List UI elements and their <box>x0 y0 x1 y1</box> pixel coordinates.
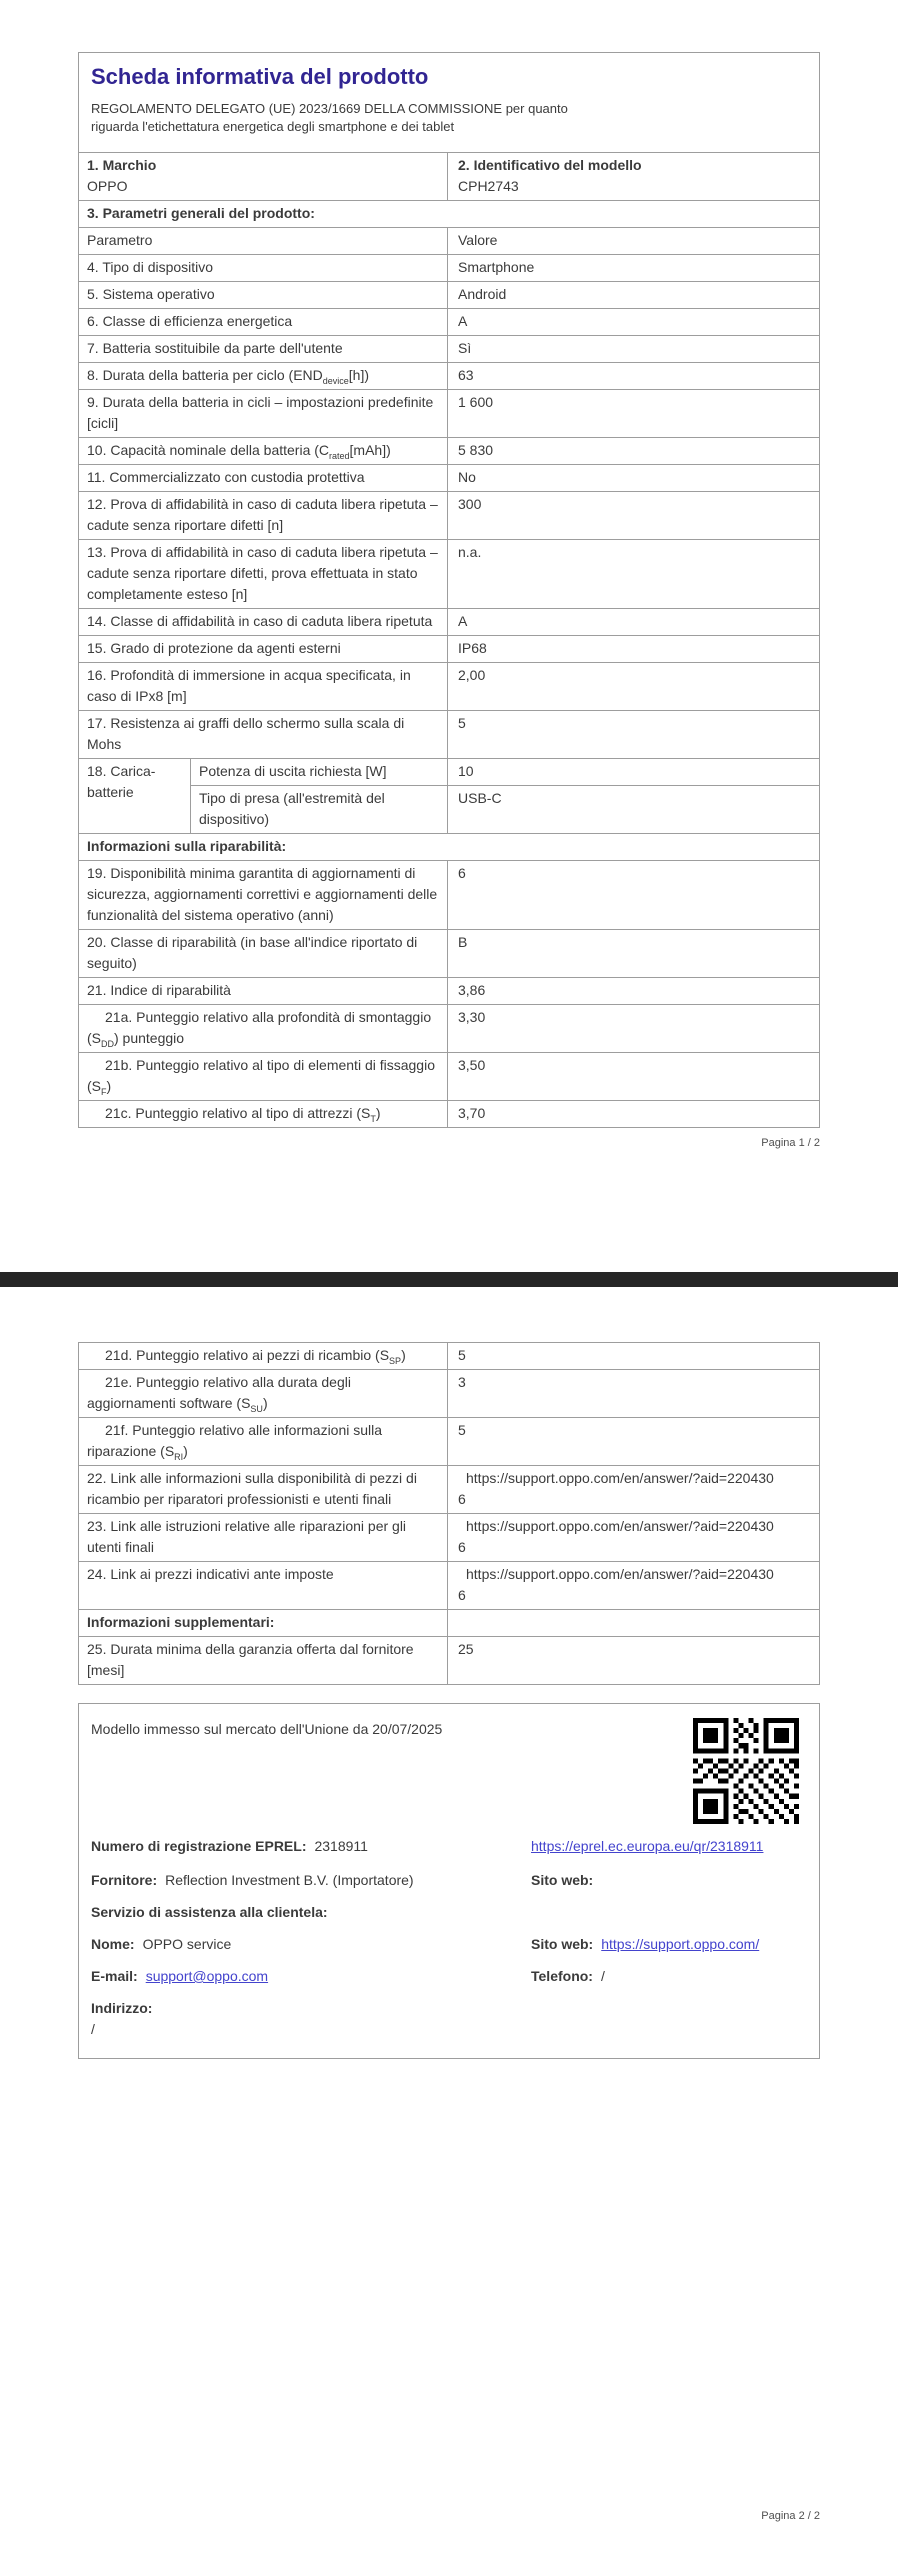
eprel-cell <box>91 1836 531 1857</box>
supplier-info-box <box>78 1703 820 2059</box>
website2-cell <box>531 1934 805 1955</box>
charger-label: 18. Carica-batterie <box>79 759 191 834</box>
param-value: 6 <box>448 861 820 930</box>
table-row <box>79 540 820 609</box>
table-row <box>79 861 820 930</box>
param-value: Smartphone <box>448 255 820 282</box>
param-label: 21b. Punteggio relativo al tipo di elementi di fissaggio $(S_F)$ <box>79 1053 448 1101</box>
param-value: 63 <box>448 363 820 390</box>
qr-code-icon <box>693 1718 799 1824</box>
service-header: Servizio di assistenza alla clientela: <box>91 1904 328 1920</box>
param-label: 16. Profondità di immersione in acqua specificata, in caso di IPx8 [m] <box>79 663 448 711</box>
market-date-text: Modello immesso sul mercato dell'Unione da 20/07/2025 <box>91 1721 443 1737</box>
table-row <box>79 636 820 663</box>
param-value: B <box>448 930 820 978</box>
eprel-link-cell <box>531 1836 805 1857</box>
table-row <box>79 309 820 336</box>
email-cell <box>91 1966 531 1987</box>
phone-label: Telefono: <box>531 1968 593 1984</box>
param-label: 21e. Punteggio relativo alla durata degli aggiornamenti software $(S_{SU})$ <box>79 1370 448 1418</box>
param-value: 5 <box>448 711 820 759</box>
param-label: Tipo di presa (all'estremità del dispositivo) <box>191 786 448 834</box>
param-label: 6. Classe di efficienza energetica <box>79 309 448 336</box>
table-row <box>79 1005 820 1053</box>
email-label: E-mail: <box>91 1968 138 1984</box>
table-row <box>79 930 820 978</box>
param-value: IP68 <box>448 636 820 663</box>
param-label: 12. Prova di affidabilità in caso di caduta libera ripetuta – cadute senza riportare difetti [n] <box>79 492 448 540</box>
table-row <box>79 1343 820 1370</box>
param-value: A <box>448 609 820 636</box>
address-value: / <box>91 2021 95 2037</box>
param-label: 10. Capacità nominale della batteria $(C_{rated}[mAh])$ <box>79 438 448 465</box>
table-row <box>79 1101 820 1128</box>
param-value: 300 <box>448 492 820 540</box>
table-row <box>79 609 820 636</box>
param-value: 25 <box>448 1637 820 1685</box>
param-value: 5 <box>448 1418 820 1466</box>
param-value: No <box>448 465 820 492</box>
param-label: 21d. Punteggio relativo ai pezzi di ricambio $(S_{SP})$ <box>79 1343 448 1370</box>
table-row <box>79 336 820 363</box>
param-value: 10 <box>448 759 820 786</box>
section-supplementary-header: Informazioni supplementari: <box>79 1610 448 1637</box>
table-row <box>79 1637 820 1685</box>
table-row <box>79 363 820 390</box>
title-box <box>78 52 820 153</box>
column-header-row <box>79 228 820 255</box>
table-row <box>79 438 820 465</box>
table-row <box>79 1562 820 1610</box>
param-label: 17. Resistenza ai graffi dello schermo sulla scala di Mohs <box>79 711 448 759</box>
section-row <box>79 201 820 228</box>
brand-value: OPPO <box>87 178 128 194</box>
table-row <box>79 663 820 711</box>
param-value: 5 <box>448 1343 820 1370</box>
support-website-link[interactable]: https://support.oppo.com/ <box>601 1936 760 1952</box>
name-label: Nome: <box>91 1936 135 1952</box>
regulation-text: REGOLAMENTO DELEGATO (UE) 2023/1669 DELLA COMMISSIONE per quanto riguarda l'etichettatura energetica degli smartphone e dei tablet <box>91 101 568 134</box>
param-label: 21f. Punteggio relativo alle informazioni sulla riparazione $(S_{RI})$ <box>79 1418 448 1466</box>
name-value: OPPO service <box>142 1936 232 1952</box>
param-label: 5. Sistema operativo <box>79 282 448 309</box>
param-label: 24. Link ai prezzi indicativi ante imposte <box>79 1562 448 1610</box>
model-label: 2. Identificativo del modello <box>458 157 642 173</box>
phone-cell <box>531 1966 805 1987</box>
page-number-2: Pagina 2 / 2 <box>761 2510 820 2522</box>
table-row <box>79 978 820 1005</box>
param-value: 3,86 <box>448 978 820 1005</box>
supplier-row <box>91 1870 805 1891</box>
section-row <box>79 1610 820 1637</box>
table-row <box>79 1466 820 1514</box>
model-cell <box>448 153 820 201</box>
supplier-cell <box>91 1870 531 1891</box>
phone-value: / <box>600 1968 605 1984</box>
support-email-link[interactable]: support@oppo.com <box>145 1968 269 1984</box>
param-label: 21c. Punteggio relativo al tipo di attrezzi $(S_T)$ <box>79 1101 448 1128</box>
table-row <box>79 390 820 438</box>
website-label: Sito web: <box>531 1872 594 1888</box>
param-label: 4. Tipo di dispositivo <box>79 255 448 282</box>
param-value: 3,70 <box>448 1101 820 1128</box>
eprel-label: Numero di registrazione EPREL: <box>91 1838 307 1854</box>
table-row <box>79 1053 820 1101</box>
brand-label: 1. Marchio <box>87 157 157 173</box>
table-row <box>79 255 820 282</box>
param-label: 15. Grado di protezione da agenti esterni <box>79 636 448 663</box>
address-label: Indirizzo: <box>91 2000 153 2016</box>
table-row <box>79 465 820 492</box>
page-number-1: Pagina 1 / 2 <box>761 1137 820 1149</box>
col-header-value: Valore <box>448 228 820 255</box>
page-1 <box>78 52 820 1150</box>
param-value: Sì <box>448 336 820 363</box>
section-row <box>79 834 820 861</box>
name-row <box>91 1934 805 1955</box>
param-value: Android <box>448 282 820 309</box>
param-label: 14. Classe di affidabilità in caso di caduta libera ripetuta <box>79 609 448 636</box>
section-repair-header: Informazioni sulla riparabilità: <box>79 834 820 861</box>
param-label: 9. Durata della batteria in cicli – impostazioni predefinite [cicli] <box>79 390 448 438</box>
param-value: 2,00 <box>448 663 820 711</box>
param-value: 3,50 <box>448 1053 820 1101</box>
eprel-qr-link[interactable]: https://eprel.ec.europa.eu/qr/2318911 <box>531 1838 764 1854</box>
param-label: 7. Batteria sostituibile da parte dell'utente <box>79 336 448 363</box>
supplier-label: Fornitore: <box>91 1872 158 1888</box>
empty-cell <box>448 1610 820 1637</box>
param-value: 1 600 <box>448 390 820 438</box>
table-row-charger-sub <box>79 786 820 834</box>
param-label: 19. Disponibilità minima garantita di aggiornamenti di sicurezza, aggiornamenti correttivi e aggiornamenti delle funzionalità del sistema operativo (anni) <box>79 861 448 930</box>
param-value: n.a. <box>448 540 820 609</box>
param-label: Potenza di uscita richiesta [W] <box>191 759 448 786</box>
email-row <box>91 1966 805 1987</box>
param-label: 20. Classe di riparabilità (in base all'indice riportato di seguito) <box>79 930 448 978</box>
model-value: CPH2743 <box>458 178 519 194</box>
param-label: 8. Durata della batteria per ciclo $(END_{device}[h])$ <box>79 363 448 390</box>
table-row <box>79 1514 820 1562</box>
address-block <box>91 1998 805 2040</box>
page-title: Scheda informativa del prodotto <box>91 64 429 89</box>
brand-cell <box>79 153 448 201</box>
param-label: 11. Commercializzato con custodia protettiva <box>79 465 448 492</box>
param-value-url: https://support.oppo.com/en/answer/?aid=2204306 <box>448 1514 820 1562</box>
website2-label: Sito web: <box>531 1936 594 1952</box>
param-value: 3,30 <box>448 1005 820 1053</box>
table-row-brand-model <box>79 153 820 201</box>
eprel-row <box>91 1836 805 1857</box>
table-row <box>79 1418 820 1466</box>
table-row <box>79 711 820 759</box>
page-separator-bar <box>0 1272 898 1287</box>
supplier-value: Reflection Investment B.V. (Importatore) <box>165 1872 414 1888</box>
general-parameters-table <box>78 152 820 1128</box>
col-header-param: Parametro <box>79 228 448 255</box>
param-label: 13. Prova di affidabilità in caso di caduta libera ripetuta – cadute senza riportare difetti, prova effettuata in stato completamente esteso [n] <box>79 540 448 609</box>
table-row <box>79 1370 820 1418</box>
website-cell <box>531 1870 805 1891</box>
param-label: 21. Indice di riparabilità <box>79 978 448 1005</box>
param-value: 3 <box>448 1370 820 1418</box>
param-value: 5 830 <box>448 438 820 465</box>
param-value: USB-C <box>448 786 820 834</box>
param-value: A <box>448 309 820 336</box>
name-cell <box>91 1934 531 1955</box>
table-row-charger <box>79 759 820 786</box>
param-label: 23. Link alle istruzioni relative alle riparazioni per gli utenti finali <box>79 1514 448 1562</box>
page-2 <box>78 1343 820 2059</box>
section-general-header: 3. Parametri generali del prodotto: <box>79 201 820 228</box>
table-row <box>79 282 820 309</box>
repairability-table-continued <box>78 1342 820 1685</box>
param-label: 25. Durata minima della garanzia offerta dal fornitore [mesi] <box>79 1637 448 1685</box>
param-value-url: https://support.oppo.com/en/answer/?aid=2204306 <box>448 1466 820 1514</box>
param-value-url: https://support.oppo.com/en/answer/?aid=2204306 <box>448 1562 820 1610</box>
param-label: 22. Link alle informazioni sulla disponibilità di pezzi di ricambio per riparatori professionisti e utenti finali <box>79 1466 448 1514</box>
table-row <box>79 492 820 540</box>
param-label: 21a. Punteggio relativo alla profondità di smontaggio $(S_{DD})$ punteggio <box>79 1005 448 1053</box>
eprel-value: 2318911 <box>314 1838 368 1854</box>
